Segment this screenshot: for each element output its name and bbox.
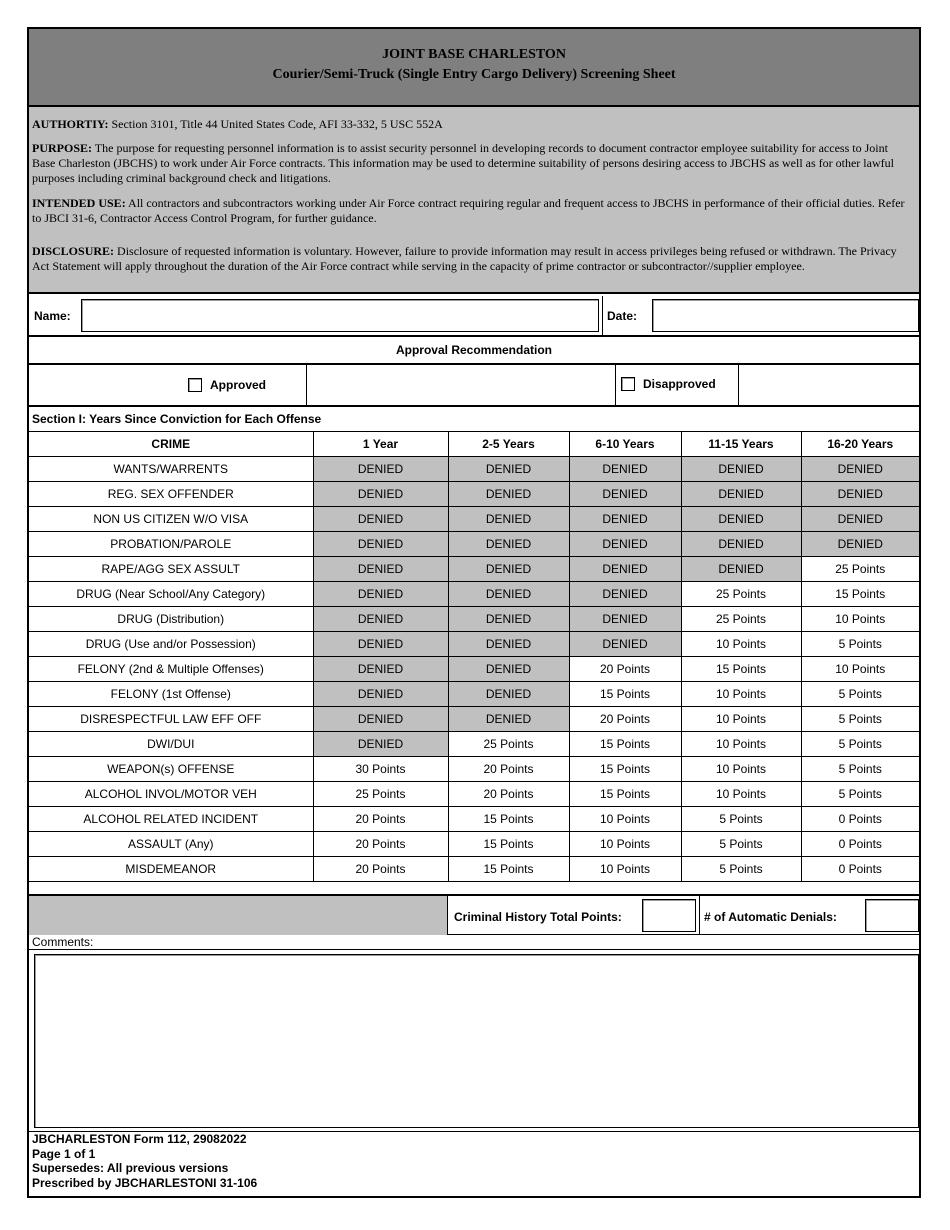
score-cell: DENIED [448,532,569,557]
score-cell: DENIED [448,632,569,657]
crime-cell: ALCOHOL INVOL/MOTOR VEH [29,782,313,807]
score-cell: 5 Points [801,682,919,707]
score-cell: 0 Points [801,807,919,832]
crime-cell: ALCOHOL RELATED INCIDENT [29,807,313,832]
name-field[interactable] [81,299,599,332]
authority-label: AUTHORTIY: [32,117,109,131]
score-cell: DENIED [569,532,681,557]
table-row [29,457,919,482]
automatic-denials-field[interactable] [865,899,919,932]
disclosure-label: DISCLOSURE: [32,244,115,258]
score-cell: DENIED [681,532,801,557]
score-cell: 10 Points [801,607,919,632]
score-cell: 15 Points [569,732,681,757]
score-cell: DENIED [313,632,448,657]
score-cell: DENIED [448,482,569,507]
score-cell: 10 Points [681,782,801,807]
column-header-6-10-years: 6-10 Years [569,432,681,457]
score-cell: DENIED [313,607,448,632]
crime-cell: WANTS/WARRENTS [29,457,313,482]
form-header [29,29,919,107]
authority-paragraph [32,117,913,132]
score-cell: 15 Points [448,807,569,832]
column-header-16-20-years: 16-20 Years [801,432,919,457]
crime-cell: NON US CITIZEN W/O VISA [29,507,313,532]
score-cell: DENIED [801,457,919,482]
score-cell: 10 Points [681,682,801,707]
score-cell: DENIED [681,557,801,582]
approval-row [29,365,919,407]
form-id: JBCHARLESTON Form 112, 29082022 [32,1132,247,1146]
score-cell: DENIED [313,482,448,507]
score-cell: DENIED [448,557,569,582]
form-subtitle: Courier/Semi-Truck (Single Entry Cargo Delivery) Screening Sheet [272,67,676,82]
totals-row [29,894,919,935]
score-cell: DENIED [569,582,681,607]
table-row [29,632,919,657]
crime-cell: DRUG (Use and/or Possession) [29,632,313,657]
crime-cell: DRUG (Distribution) [29,607,313,632]
table-row [29,582,919,607]
table-row [29,732,919,757]
total-points-field[interactable] [642,899,696,932]
approved-checkbox[interactable] [188,378,202,392]
score-cell: DENIED [448,507,569,532]
supersedes-note: Supersedes: All previous versions [32,1161,229,1175]
score-cell: 20 Points [448,782,569,807]
column-header-11-15-years: 11-15 Years [681,432,801,457]
score-cell: DENIED [313,557,448,582]
column-header-1-year: 1 Year [313,432,448,457]
score-cell: 5 Points [801,632,919,657]
crime-cell: DWI/DUI [29,732,313,757]
page-number: Page 1 of 1 [32,1146,96,1161]
intended-use-label: INTENDED USE: [32,196,126,210]
score-cell: 10 Points [569,807,681,832]
table-row [29,557,919,582]
score-cell: 10 Points [801,657,919,682]
table-row [29,857,919,882]
table-row [29,807,919,832]
score-cell: 0 Points [801,857,919,882]
score-cell: DENIED [313,457,448,482]
score-cell: 30 Points [313,757,448,782]
intended-use-text: All contractors and subcontractors working under Air Force contract requiring regular and frequent access to JBCHS in performance of their official duties. Refer to JBCI 31-6, Contractor Access Control Program, for further guidance. [32,196,905,225]
score-cell: DENIED [569,632,681,657]
comments-label: Comments: [32,935,94,949]
score-cell: 25 Points [681,607,801,632]
approval-heading-row [29,339,919,365]
table-row [29,757,919,782]
crime-cell: WEAPON(s) OFFENSE [29,757,313,782]
score-cell: 10 Points [681,632,801,657]
approval-heading: Approval Recommendation [395,343,553,357]
prescribed-by: Prescribed by JBCHARLESTONI 31-106 [32,1175,258,1190]
form-title: JOINT BASE CHARLESTON [382,47,566,62]
score-cell: DENIED [313,657,448,682]
name-date-row [29,296,919,337]
disclosure-text: Disclosure of requested information is voluntary. However, failure to provide information may result in access privileges being refused or withdrawn. The Privacy Act Statement will apply throughout the duration of the Air Force contract while serving in the capacity of prime contractor or subcontractor//supplier employee. [32,244,897,273]
score-cell: 10 Points [569,857,681,882]
crime-cell: REG. SEX OFFENDER [29,482,313,507]
score-cell: 15 Points [801,582,919,607]
purpose-label: PURPOSE: [32,141,92,155]
score-cell: 10 Points [681,732,801,757]
authority-text: Section 3101, Title 44 United States Code, AFI 33-332, 5 USC 552A [108,117,443,131]
score-cell: 5 Points [681,807,801,832]
comments-field[interactable] [34,954,919,1128]
disapproved-checkbox[interactable] [621,377,635,391]
divider [699,896,700,934]
table-row [29,782,919,807]
score-cell: 15 Points [569,757,681,782]
purpose-text: The purpose for requesting personnel information is to assist security personnel in developing records to document contractor employee suitability for access to Joint Base Charleston (JBCHS) to work under Air Force contracts. This information may be used to determine suitability of persons desiring access to JBCHS as well as for other lawful purposes including criminal background check and litigations. [32,141,894,185]
score-cell: DENIED [313,582,448,607]
intended-use-paragraph [32,196,913,226]
table-row [29,832,919,857]
score-cell: 10 Points [569,832,681,857]
score-cell: DENIED [569,607,681,632]
score-cell: 15 Points [569,782,681,807]
score-cell: 0 Points [801,832,919,857]
score-cell: DENIED [313,732,448,757]
score-cell: 20 Points [448,757,569,782]
score-cell: DENIED [448,582,569,607]
score-cell: DENIED [313,707,448,732]
score-cell: DENIED [801,507,919,532]
divider [306,365,307,405]
score-cell: 10 Points [681,757,801,782]
table-row [29,682,919,707]
score-cell: DENIED [801,482,919,507]
score-cell: DENIED [448,457,569,482]
score-cell: 20 Points [569,657,681,682]
table-row [29,707,919,732]
score-cell: 5 Points [681,857,801,882]
table-row [29,507,919,532]
score-cell: 20 Points [569,707,681,732]
score-cell: 20 Points [313,832,448,857]
crime-cell: DRUG (Near School/Any Category) [29,582,313,607]
score-cell: 20 Points [313,807,448,832]
section-title: Section I: Years Since Conviction for Each Offense [32,412,322,426]
score-cell: 5 Points [801,707,919,732]
score-cell: DENIED [313,682,448,707]
column-header-2-5-years: 2-5 Years [448,432,569,457]
score-cell: 5 Points [801,732,919,757]
totals-shaded-area [29,896,448,935]
privacy-info-block [29,107,919,294]
score-cell: 10 Points [681,707,801,732]
score-cell: 15 Points [569,682,681,707]
form-footer [32,1132,257,1190]
table-row [29,482,919,507]
score-cell: DENIED [569,507,681,532]
screening-form [27,27,921,1198]
score-cell: DENIED [448,607,569,632]
automatic-denials-label: # of Automatic Denials: [704,910,837,924]
purpose-paragraph [32,141,913,186]
divider [602,296,603,335]
score-cell: 25 Points [313,782,448,807]
disclosure-paragraph [32,244,913,274]
score-cell: 25 Points [448,732,569,757]
crime-cell: PROBATION/PAROLE [29,532,313,557]
score-cell: 5 Points [681,832,801,857]
score-cell: DENIED [569,557,681,582]
offense-table-body [29,457,919,882]
crime-cell: MISDEMEANOR [29,857,313,882]
crime-cell: FELONY (1st Offense) [29,682,313,707]
score-cell: DENIED [681,507,801,532]
date-label: Date: [607,309,638,323]
score-cell: DENIED [801,532,919,557]
score-cell: DENIED [681,482,801,507]
crime-cell: FELONY (2nd & Multiple Offenses) [29,657,313,682]
total-points-label: Criminal History Total Points: [454,910,622,924]
table-row [29,607,919,632]
table-row [29,532,919,557]
name-label: Name: [34,309,71,323]
score-cell: 15 Points [681,657,801,682]
table-header-row [29,432,919,457]
date-field[interactable] [652,299,919,332]
score-cell: 25 Points [681,582,801,607]
score-cell: 15 Points [448,857,569,882]
score-cell: DENIED [681,457,801,482]
divider [615,365,616,405]
score-cell: 5 Points [801,782,919,807]
column-header-crime: CRIME [29,432,313,457]
score-cell: 5 Points [801,757,919,782]
score-cell: DENIED [448,707,569,732]
score-cell: DENIED [448,657,569,682]
disapproved-label: Disapproved [643,377,716,391]
crime-cell: DISRESPECTFUL LAW EFF OFF [29,707,313,732]
score-cell: DENIED [313,532,448,557]
crime-cell: ASSAULT (Any) [29,832,313,857]
approved-label: Approved [210,378,267,392]
section-title-row [29,407,919,432]
score-cell: DENIED [569,457,681,482]
crime-cell: RAPE/AGG SEX ASSULT [29,557,313,582]
score-cell: DENIED [569,482,681,507]
divider [738,365,739,405]
score-cell: 15 Points [448,832,569,857]
table-row [29,657,919,682]
score-cell: 25 Points [801,557,919,582]
score-cell: 20 Points [313,857,448,882]
score-cell: DENIED [313,507,448,532]
offense-table [29,432,919,882]
score-cell: DENIED [448,682,569,707]
